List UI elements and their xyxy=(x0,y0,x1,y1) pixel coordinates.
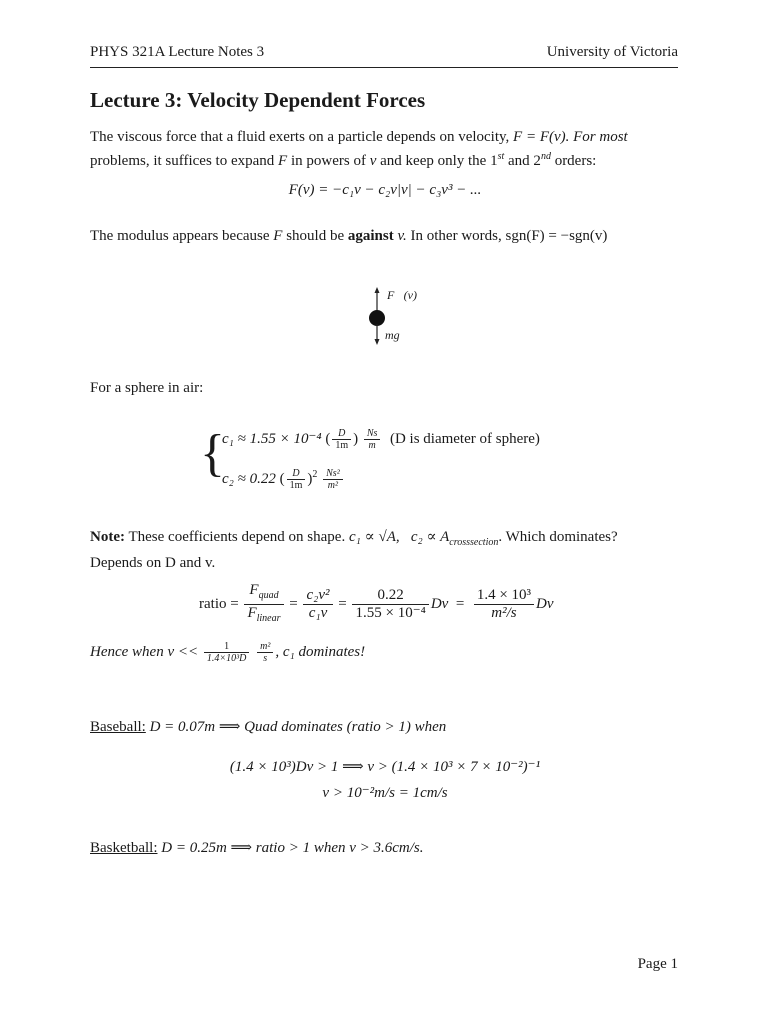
coeff-c2: c₂ ≈ 0.22 xyxy=(222,470,276,487)
intro-var-v: v xyxy=(369,153,377,169)
intro-line1a: The viscous force that a fluid exerts on a particle depends on velocity, xyxy=(90,129,510,145)
note-paragraph xyxy=(90,527,680,573)
ratio-lhs: ratio = xyxy=(199,595,239,612)
frac-D-1m-a: $\frac{D}{1m}$ xyxy=(332,428,351,451)
note-prop-sub: crosssection xyxy=(449,537,499,548)
page-title: Lecture 3: Velocity Dependent Forces xyxy=(90,88,426,112)
left-brace: { xyxy=(200,425,225,482)
header-university: University of Victoria xyxy=(546,44,678,60)
frac-simplified-ratio: $\frac{\text{1.4 × 10³}}{\text{m²/s}}$ xyxy=(474,587,534,622)
force-label: F⃗(v) xyxy=(387,288,417,302)
frac-D-1m-b: $\frac{D}{1m}$ xyxy=(287,468,306,491)
frac-hence-unit: $\frac{\text{m²}}{s}$ xyxy=(257,641,273,664)
baseball-line xyxy=(90,717,680,737)
hence-line xyxy=(90,641,680,664)
intro-line2b: in powers of xyxy=(290,153,366,169)
intro-sup-st: st xyxy=(497,151,505,162)
intro-line2a: problems, it suffices to expand xyxy=(90,153,275,169)
hence-text-a: Hence when v << xyxy=(90,643,199,660)
sphere-intro: For a sphere in air: xyxy=(90,380,204,396)
page-number: Page 1 xyxy=(637,956,678,972)
frac-hence: $\frac{1}{\text{1.4×10³D}}$ xyxy=(204,641,249,664)
note-prop-c2: c₂ ∝ A xyxy=(410,529,450,545)
frac-numeric-ratio: $\frac{0.22}{\text{1.55 × 10⁻⁴}}$ xyxy=(352,587,428,622)
force-expansion-equation: F(v) = −c₁v − c₂v|v| − c₃v³ − ... xyxy=(288,182,482,198)
basketball-label: Basketball: xyxy=(90,840,158,856)
coeff-c2-line: c₂ ≈ 0.22 ( $\frac{D}{1m}$ )$^2$ $\frac{\text{Ns²}}{\text{m²}}$ xyxy=(222,468,345,491)
frac-coeff-ratio: $\frac{\text{c₂v²}}{\text{c₁v}}$ xyxy=(303,587,332,622)
frac-force-ratio: $\frac{F_{quad}}{F_{linear}}$ xyxy=(244,582,283,627)
unit-Ns2-m2: $\frac{\text{Ns²}}{\text{m²}}$ xyxy=(323,468,343,491)
intro-line2c: and keep only the 1 xyxy=(380,153,498,169)
ratio-dv-a: Dv xyxy=(430,595,449,612)
intro-var-F: F xyxy=(278,153,288,169)
modulus-text-a: The modulus appears because xyxy=(90,228,270,244)
intro-line2g: orders: xyxy=(554,153,597,169)
intro-sup-nd: nd xyxy=(540,151,551,162)
modulus-bold-against: against xyxy=(347,228,394,244)
modulus-var-F: F xyxy=(273,228,283,244)
modulus-sentence xyxy=(90,226,680,246)
ratio-dv-b: Dv xyxy=(536,595,554,612)
hence-text-b: , c₁ dominates! xyxy=(275,643,366,660)
header-course: PHYS 321A Lecture Notes 3 xyxy=(90,44,265,60)
baseball-label: Baseball: xyxy=(90,719,146,735)
baseball-text: D = 0.07m ⟹ Quad dominates (ratio > 1) when xyxy=(149,719,447,735)
note-tail: . Which dominates? xyxy=(498,529,618,545)
sphere xyxy=(369,310,385,326)
intro-line1b: F = F(v). For most xyxy=(513,129,628,145)
basketball-text: D = 0.25m ⟹ ratio > 1 when v > 3.6cm/s. xyxy=(161,840,424,856)
intro-paragraph xyxy=(90,127,680,171)
baseball-equation-2: v > 10⁻²m/s = 1cm/s xyxy=(322,785,448,801)
unit-Ns-m: $\frac{Ns}{m}$ xyxy=(364,428,381,451)
note-line2: Depends on D and v. xyxy=(90,555,216,571)
up-arrow-head xyxy=(375,287,380,293)
note-text: These coefficients depend on shape. xyxy=(128,529,346,545)
baseball-equation-1: (1.4 × 10³)Dv > 1 ⟹ v > (1.4 × 10³ × 7 × 10⁻²)⁻¹ xyxy=(229,759,541,775)
modulus-text-c: In other words, sgn(F) = −sgn(v) xyxy=(410,228,608,244)
intro-line2e: and 2 xyxy=(508,153,541,169)
modulus-text-b: should be xyxy=(286,228,345,244)
basketball-line xyxy=(90,838,680,858)
note-label: Note: xyxy=(90,529,125,545)
modulus-var-v: v. xyxy=(397,228,407,244)
ratio-equation: ratio = $\frac{F_{quad}}{F_{linear}}$ = $\frac{\text{c₂v²}}{\text{c₁v}}$ = $\frac{0.22}{\text{1.55 × 10⁻⁴}}$ Dv = $\frac{\text{1.4 × 10³}}{\text{m²/s}}$ Dv xyxy=(199,582,554,627)
note-prop-c1: c₁ ∝ √A, xyxy=(348,529,400,545)
coeff-c1-note: (D is diameter of sphere) xyxy=(389,430,540,447)
header-rule xyxy=(90,67,678,68)
coeff-c1-line: c₁ ≈ 1.55 × 10⁻⁴ ( $\frac{D}{1m}$ ) $\frac{Ns}{m}$ (D is diameter of sphere) xyxy=(222,428,540,451)
coeff-c1: c₁ ≈ 1.55 × 10⁻⁴ xyxy=(222,430,322,447)
down-arrow-head xyxy=(375,339,380,345)
gravity-label: mg⃗ xyxy=(385,328,409,342)
